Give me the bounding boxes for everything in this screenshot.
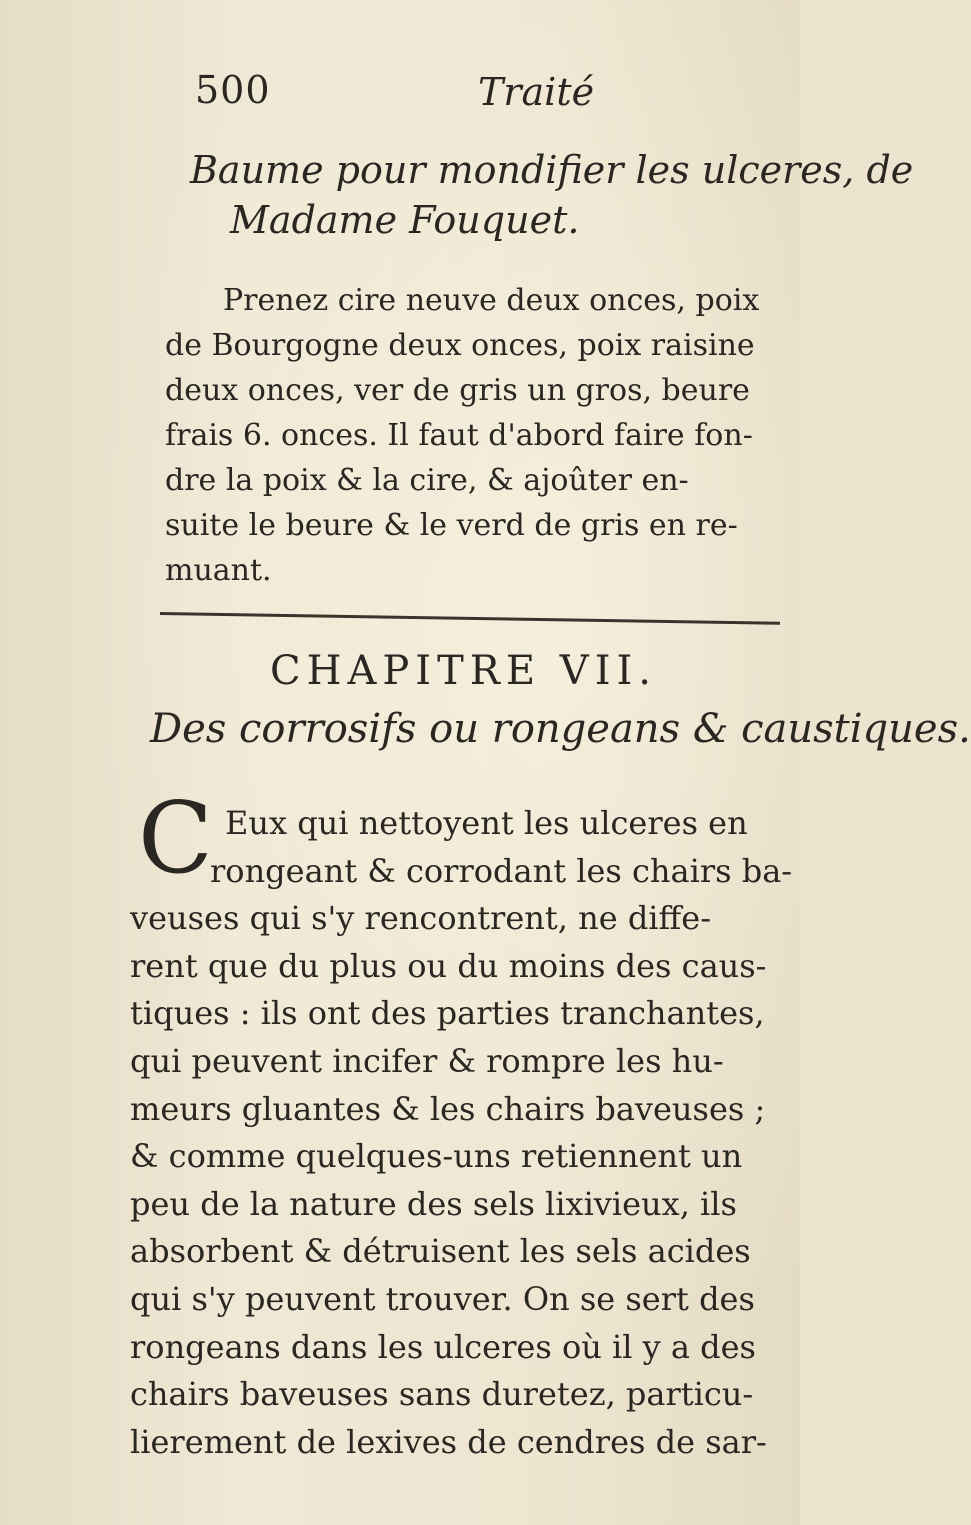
text-line: & comme quelques-uns retiennent un <box>130 1137 743 1176</box>
text-line: rongeant & corrodant les chairs ba- <box>210 851 793 890</box>
text-line: qui peuvent incifer & rompre les hu- <box>130 1041 724 1080</box>
drop-cap: C <box>138 782 213 896</box>
text-line: Eux qui nettoyent les ulceres en <box>225 804 748 842</box>
chapter-subtitle: Des corrosifs ou rongeans & caustiques. <box>150 706 971 752</box>
text-line: Prenez cire neuve deux onces, poix <box>223 283 760 318</box>
text-line: dre la poix & la cire, & ajoûter en- <box>165 463 689 498</box>
recipe-title-line: Madame Fouquet. <box>230 198 580 242</box>
page-number: 500 <box>195 68 271 112</box>
text-line: rongeans dans les ulceres où il y a des <box>130 1327 756 1366</box>
page-header <box>0 60 800 120</box>
chapter-heading: CHAPITRE VII. <box>270 648 658 694</box>
section-divider <box>160 612 780 625</box>
text-line: muant. <box>165 553 272 588</box>
text-line: deux onces, ver de gris un gros, beure <box>165 373 750 408</box>
text-line: chairs baveuses sans duretez, particu- <box>130 1375 754 1414</box>
text-line: qui s'y peuvent trouver. On se sert des <box>130 1279 755 1318</box>
text-line: peu de la nature des sels lixivieux, ils <box>130 1184 737 1223</box>
text-line: tiques : ils ont des parties tranchantes, <box>130 994 765 1033</box>
text-line: rent que du plus ou du moins des caus- <box>130 946 767 985</box>
text-line: absorbent & détruisent les sels acides <box>130 1232 751 1271</box>
text-line: frais 6. onces. Il faut d'abord faire fon- <box>165 418 753 453</box>
recipe-title-line: Baume pour mondifier les ulceres, de <box>190 148 914 192</box>
text-line: lierement de lexives de cendres de sar- <box>130 1422 767 1461</box>
text-line: veuses qui s'y rencontrent, ne diffe- <box>130 899 712 938</box>
chapter-paragraph <box>130 800 793 1466</box>
recipe-paragraph <box>165 278 775 593</box>
text-line: de Bourgogne deux onces, poix raisine <box>165 328 755 363</box>
text-line: meurs gluantes & les chairs baveuses ; <box>130 1089 766 1128</box>
text-line: suite le beure & le verd de gris en re- <box>165 508 738 543</box>
running-head: Traité <box>478 70 595 114</box>
